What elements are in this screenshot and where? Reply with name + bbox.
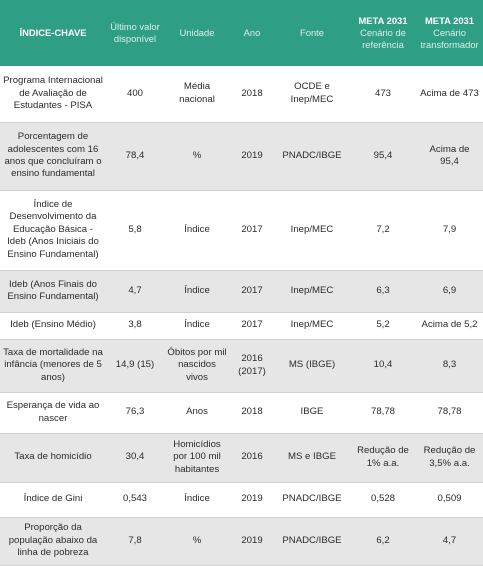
table-row [0, 517, 483, 565]
header-row [0, 0, 483, 66]
cell-year: 2017 [241, 319, 263, 331]
table-row [0, 270, 483, 312]
cell-year: 2016 (2017) [238, 353, 266, 377]
cell-reference: Redução de 1% a.a. [357, 445, 409, 469]
table-row [0, 122, 483, 190]
cell-source: PNADC/IBGE [282, 149, 342, 161]
cell-source: IBGE [300, 406, 324, 418]
cell-unit: Média nacional [179, 81, 215, 105]
cell-transformer: Acima de 95,4 [429, 143, 470, 167]
cell-year: 2019 [241, 534, 263, 546]
cell-transformer: 4,7 [442, 534, 457, 546]
cell-transformer: 78,78 [437, 406, 462, 418]
cell-unit: Homicídios por 100 mil habitantes [173, 438, 221, 475]
cell-unit: % [192, 534, 202, 546]
cell-unit: Óbitos por mil nascidos vivos [167, 346, 227, 383]
cell-source: OCDE e Inep/MEC [290, 81, 334, 105]
cell-value: 14,9 (15) [115, 359, 155, 371]
cell-year: 2018 [241, 406, 263, 418]
header-reference-scenario: Cenário de referência [360, 26, 406, 51]
cell-source: MS e IBGE [288, 451, 336, 463]
table-row [0, 312, 483, 339]
cell-year: 2016 [241, 451, 263, 463]
cell-reference: 0,528 [370, 493, 395, 505]
cell-unit: % [192, 149, 202, 161]
cell-year: 2019 [241, 493, 263, 505]
cell-index: Ideb (Ensino Médio) [10, 319, 96, 331]
cell-reference: 473 [374, 87, 391, 99]
cell-year: 2017 [241, 223, 263, 235]
table-header [0, 0, 483, 66]
cell-transformer: 6,9 [442, 284, 457, 296]
cell-source: Inep/MEC [290, 319, 334, 331]
table-row [0, 66, 483, 122]
table-row [0, 482, 483, 517]
header-meta-reference [350, 0, 416, 66]
table-body [0, 66, 483, 565]
cell-reference: 78,78 [370, 406, 395, 418]
cell-value: 4,7 [128, 284, 142, 296]
cell-unit: Índice [184, 284, 210, 296]
cell-index: Taxa de homicídio [14, 451, 92, 463]
cell-year: 2017 [241, 284, 263, 296]
cell-index: Taxa de mortalidade na infância (menores de 5 anos) [3, 346, 103, 383]
meta-2031-label: META 2031 [425, 14, 474, 26]
cell-transformer: 7,9 [442, 223, 457, 235]
header-value: Último valor disponível [110, 20, 160, 44]
cell-value: 7,8 [128, 534, 142, 546]
table-row [0, 190, 483, 270]
cell-value: 400 [126, 87, 143, 99]
cell-value: 30,4 [125, 451, 145, 463]
header-index: ÍNDICE-CHAVE [19, 26, 87, 38]
cell-index: Programa Internacional de Avaliação de Estudantes - PISA [3, 75, 103, 111]
cell-value: 3,8 [128, 319, 142, 331]
cell-year: 2018 [241, 87, 263, 99]
cell-source: PNADC/IBGE [282, 534, 342, 546]
cell-index: Porcentagem de adolescentes com 16 anos que concluíram o ensino fundamental [4, 131, 102, 180]
table-row [0, 392, 483, 433]
header-year: Ano [243, 26, 261, 38]
cell-source: MS (IBGE) [288, 359, 336, 371]
cell-reference: 6,2 [376, 534, 390, 546]
cell-source: Inep/MEC [290, 284, 334, 296]
cell-transformer: 8,3 [442, 359, 457, 371]
cell-index: Índice de Desenvolvimento da Educação Básica - Ideb (Anos Iniciais do Ensino Fundamental) [7, 198, 99, 260]
cell-transformer: Acima de 473 [420, 87, 479, 99]
cell-value: 78,4 [125, 149, 145, 161]
cell-unit: Índice [184, 223, 210, 235]
header-unit: Unidade [179, 26, 215, 38]
cell-transformer: Redução de 3,5% a.a. [423, 445, 476, 469]
header-meta-transformer [416, 0, 483, 66]
cell-reference: 7,2 [376, 223, 390, 235]
cell-index: Índice de Gini [23, 493, 83, 505]
cell-unit: Índice [184, 319, 210, 331]
cell-index: Esperança de vida ao nascer [6, 400, 100, 424]
table-row [0, 433, 483, 482]
header-source: Fonte [300, 26, 324, 38]
cell-index: Ideb (Anos Finais do Ensino Fundamental) [7, 278, 99, 302]
cell-unit: Anos [186, 406, 208, 418]
cell-reference: 6,3 [376, 284, 390, 296]
meta-2031-label: META 2031 [358, 14, 408, 26]
table-row [0, 339, 483, 392]
cell-reference: 10,4 [373, 359, 393, 371]
cell-year: 2019 [241, 149, 263, 161]
header-transformer-scenario: Cenário transformador [420, 26, 479, 51]
cell-value: 0,543 [122, 493, 147, 505]
cell-reference: 5,2 [376, 319, 390, 331]
cell-value: 76,3 [125, 406, 145, 418]
cell-source: PNADC/IBGE [282, 493, 342, 505]
cell-value: 5,8 [128, 223, 142, 235]
cell-reference: 95,4 [373, 149, 393, 161]
cell-source: Inep/MEC [290, 223, 334, 235]
cell-unit: Índice [184, 493, 210, 505]
cell-transformer: 0,509 [437, 493, 462, 505]
cell-transformer: Acima de 5,2 [421, 319, 478, 331]
cell-index: Proporção da população abaixo da linha de pobreza [8, 522, 98, 559]
